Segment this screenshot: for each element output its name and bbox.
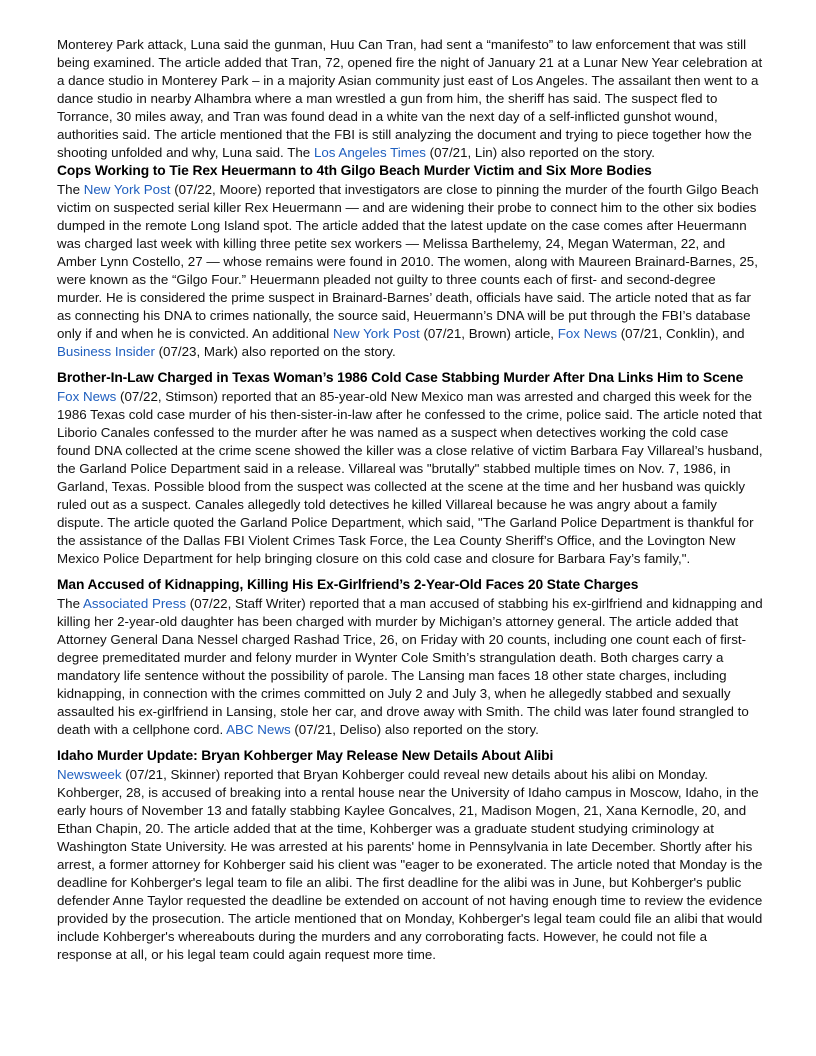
article-lead: The — [57, 596, 83, 611]
intro-text-end: (07/21, Lin) also reported on the story. — [425, 145, 655, 160]
intro-paragraph — [57, 36, 763, 162]
document-page — [57, 36, 763, 972]
article-body — [57, 595, 763, 739]
article-headline: Cops Working to Tie Rex Heuermann to 4th Gilgo Beach Murder Victim and Six More Bodies — [57, 163, 652, 178]
article-headline: Idaho Murder Update: Bryan Kohberger May Release New Details About Alibi — [57, 748, 554, 763]
fox-news-link[interactable]: Fox News — [57, 389, 117, 404]
article-text: (07/21, Conklin), and — [617, 326, 745, 341]
article-body — [57, 388, 763, 568]
article-lead: The — [57, 182, 84, 197]
article-headline: Man Accused of Kidnapping, Killing His Ex-Girlfriend’s 2-Year-Old Faces 20 State Charges — [57, 577, 639, 592]
article-gilgo-beach — [57, 162, 763, 361]
associated-press-link[interactable]: Associated Press — [82, 596, 187, 611]
article-text: (07/21, Skinner) reported that Bryan Kohberger could reveal new details about his alibi on Monday. Kohberger, 28, is accused of breaking into a rental house near the University of Idaho campus in Moscow, Idaho, in the early hours of November 13 and fatally stabbing Kaylee Goncalves, 21, Madison Mogen, 21, Xana Kernodle, 20, and Ethan Chapin, 20. The article added that at the time, Kohberger was a graduate student studying criminology at Washington State University. He was arrested at his parents' home in Pennsylvania in late December. Shortly after his arrest, a former attorney for Kohberger said his client was "eager to be exonerated. The article noted that Monday is the deadline for Kohberger's legal team to file an alibi. The first deadline for the alibi was in June, but Kohberger's public defender Anne Taylor requested the deadline be extended on account of not having enough time to review the evidence provided by the prosecution. The article mentioned that on Monday, Kohberger's legal team could file an alibi that would include Kohberger's whereabouts during the murders and any corroborating facts. However, he could not file a response at all, or his legal team could again request more time. — [57, 767, 763, 962]
business-insider-link[interactable]: Business Insider — [57, 344, 155, 359]
article-text: (07/22, Moore) reported that investigators are close to pinning the murder of the fourth Gilgo Beach victim on suspected serial killer Rex Heuermann — and are widening their probe to connect him to the other six bodies dumped in the remote Long Island spot. The article added that the latest update on the case comes after Heuermann was charged last week with killing three petite sex workers — Melissa Barthelemy, 24, Megan Waterman, 22, and Amber Lynn Costello, 27 — whose remains were found in 2010. The women, along with Maureen Brainard-Barnes, 25, were known as the “Gilgo Four.” Heuermann pleaded not guilty to three counts each of first- and second-degree murder. He is considered the prime suspect in Brainard-Barnes’ death, officials have said. The article noted that as far as connecting his DNA to crimes nationally, the source said, Heuermann’s DNA will be put through the FBI’s database only if and when he is convicted. An additional — [57, 182, 759, 341]
new-york-post-link[interactable]: New York Post — [83, 182, 171, 197]
article-text: (07/22, Staff Writer) reported that a man accused of stabbing his ex-girlfriend and kidnapping and killing her 2-year-old daughter has been charged with murder by Michigan’s attorney general. The article added that Attorney General Dana Nessel charged Rashad Trice, 26, on Friday with 20 counts, including one count each of first-degree premeditated murder and felony murder in Wynter Cole Smith’s strangulation death. Both charges carry a mandatory life sentence without the possibility of parole. The Lansing man faces 18 other state charges, including kidnapping, in connection with the crimes committed on July 2 and July 3, when he allegedly stabbed and sexually assaulted his ex-girlfriend in Lansing, stole her car, and drove away with Smith. The child was later found strangled to death with a cellphone cord. — [57, 596, 763, 737]
article-idaho-murder — [57, 747, 763, 964]
article-text: (07/22, Stimson) reported that an 85-year-old New Mexico man was arrested and charged this week for the 1986 Texas cold case murder of his then-sister-in-law after he confessed to the crime, police said. The article noted that Liborio Canales confessed to the murder after he was named as a suspect when detectives working the cold case found DNA collected at the crime scene showed the killer was a close relative of victim Barbara Fay Villareal’s husband, the Garland Police Department said in a release. Villareal was "brutally" stabbed multiple times on Nov. 7, 1986, in Garland, Texas. Possible blood from the suspect was collected at the scene at the time and her husband was quickly ruled out as a suspect. Canales allegedly told detectives he killed Villareal because he was angry about a family dispute. The article quoted the Garland Police Department, which said, "The Garland Police Department is thankful for the assistance of the Dallas FBI Violent Crimes Task Force, the Lea County Sheriff’s Office, and the Lovington New Mexico Police Department for help bringing closure on this cold case and closure for Barbara Fay’s family,". — [57, 389, 763, 566]
article-text: (07/21, Deliso) also reported on the story. — [290, 722, 539, 737]
article-michigan-kidnapping — [57, 576, 763, 739]
article-body — [57, 181, 763, 361]
los-angeles-times-link[interactable]: Los Angeles Times — [313, 145, 426, 160]
new-york-post-link-2[interactable]: New York Post — [332, 326, 420, 341]
article-text: (07/21, Brown) article, — [419, 326, 558, 341]
abc-news-link[interactable]: ABC News — [226, 722, 291, 737]
intro-text: Monterey Park attack, Luna said the gunman, Huu Can Tran, had sent a “manifesto” to law enforcement that was still being examined. The article added that Tran, 72, opened fire the night of January 21 at a Lunar New Year celebration at a dance studio in Monterey Park – in a majority Asian community just east of Los Angeles. The assailant then went to a dance studio in nearby Alhambra where a man wrestled a gun from him, the sheriff has said. The suspect fled to Torrance, 30 miles away, and Tran was found dead in a white van the next day of a self-inflicted gunshot wound, authorities said. The article mentioned that the FBI is still analyzing the document and trying to piece together how the shooting unfolded and why, Luna said. The — [57, 37, 763, 160]
fox-news-link[interactable]: Fox News — [557, 326, 618, 341]
newsweek-link[interactable]: Newsweek — [57, 767, 122, 782]
article-headline: Brother-In-Law Charged in Texas Woman’s 1986 Cold Case Stabbing Murder After Dna Links Him to Scene — [57, 370, 744, 385]
article-text: (07/23, Mark) also reported on the story. — [154, 344, 396, 359]
article-texas-cold-case — [57, 369, 763, 568]
article-body — [57, 766, 763, 964]
